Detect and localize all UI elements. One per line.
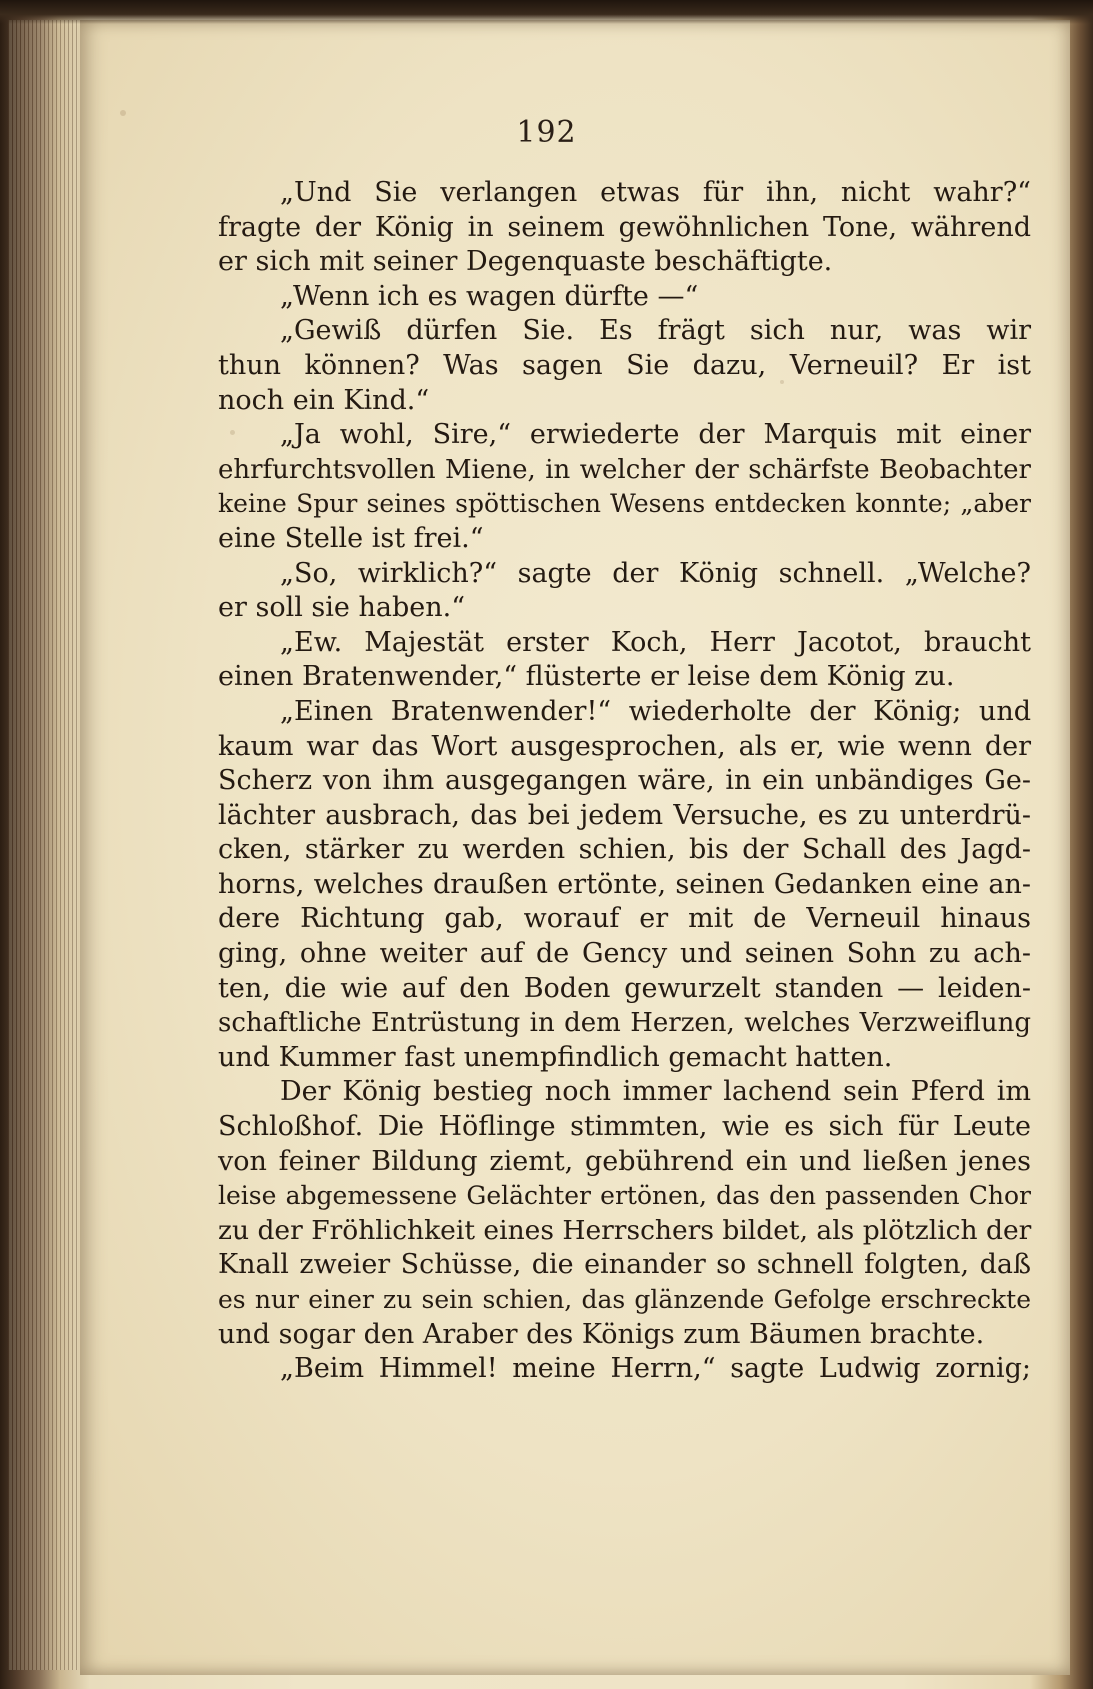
text-line: ten, die wie auf den Boden gewurzelt standen — leiden- [218,972,1031,1004]
text-line: er soll sie haben.“ [218,592,466,624]
text-line: ging, ohne weiter auf de Gency und seinen Sohn zu ach- [218,938,1031,970]
text-line: keine Spur seines spöttischen Wesens entdecken konnte; „aber [218,489,1031,519]
text-line: Scherz von ihm ausgegangen wäre, in ein unbändiges Ge- [218,765,1031,797]
text-line: „Und Sie verlangen etwas für ihn, nicht wahr?“ [280,177,1031,208]
text-line: lächter ausbrach, das bei jedem Versuche, es zu unterdrü- [218,799,1031,831]
text-line: „Ja wohl, Sire,“ erwiederte der Marquis mit einer [280,419,1031,451]
text-line: eine Stelle ist frei.“ [218,522,484,554]
text-line: leise abgemessene Gelächter ertönen, das den passenden Chor [218,1181,1031,1211]
text-line: thun können? Was sagen Sie dazu, Verneuil? Er ist [218,349,1031,381]
page-number: 192 [516,115,577,150]
text-line: Der König bestieg noch immer lachend sein Pferd im [280,1076,1031,1108]
text-line: fragte der König in seinem gewöhnlichen Tone, während [218,211,1031,243]
text-line: horns, welches draußen ertönte, seinen Gedanken eine an- [218,868,1031,900]
text-line: „Beim Himmel! meine Herrn,“ sagte Ludwig zornig; [280,1353,1031,1385]
text-line: Knall zweier Schüsse, die einander so schnell folgten, daß [218,1249,1031,1281]
text-line: er sich mit seiner Degenquaste beschäftigte. [218,246,833,278]
text-line: ehrfurchtsvollen Miene, in welcher der schärfste Beobachter [218,454,1031,485]
text-line: „Wenn ich es wagen dürfte —“ [280,280,699,312]
text-line: kaum war das Wort ausgesprochen, als er, wie wenn der [218,730,1031,762]
text-line: „Gewiß dürfen Sie. Es frägt sich nur, was wir [280,315,1031,347]
scan-top-edge [0,0,1093,24]
text-line: cken, stärker zu werden schien, bis der Schall des Jagd- [218,834,1031,866]
text-line: Schloßhof. Die Höflinge stimmten, wie es sich für Leute [218,1111,1031,1143]
text-line: „Einen Bratenwender!“ wiederholte der König; und [280,695,1031,727]
text-line: und Kummer fast unempfindlich gemacht hatten. [218,1041,893,1073]
text-line: und sogar den Araber des Königs zum Bäumen brachte. [218,1318,985,1350]
text-line: zu der Fröhlichkeit eines Herrschers bildet, als plötzlich der [218,1214,1032,1246]
text-line: einen Bratenwender,“ flüsterte er leise dem König zu. [218,661,955,693]
text-line: es nur einer zu sein schien, das glänzende Gefolge erschreckte [218,1285,1031,1314]
text-line: „Ew. Majestät erster Koch, Herr Jacotot, braucht [280,626,1031,658]
text-line: dere Richtung gab, worauf er mit de Verneuil hinaus [218,903,1031,935]
text-line: schaftliche Entrüstung in dem Herzen, welches Verzweiflung [218,1008,1031,1039]
text-line: von feiner Bildung ziemt, gebührend ein und ließen jenes [218,1145,1031,1177]
text-line: noch ein Kind.“ [218,384,430,416]
text-line: „So, wirklich?“ sagte der König schnell. „Welche? [280,557,1031,589]
page-edges [8,20,78,1670]
page-text [218,176,1031,1387]
